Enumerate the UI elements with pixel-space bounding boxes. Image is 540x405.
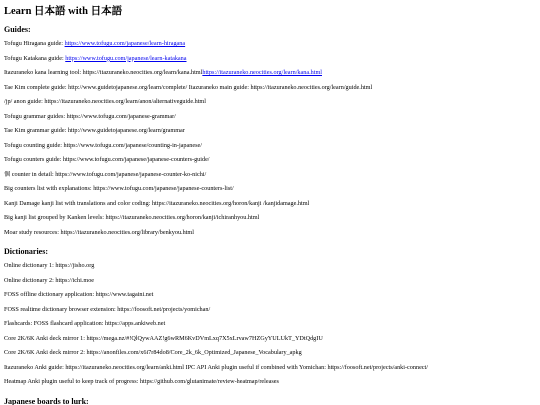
dictionaries-list: [4, 262, 540, 393]
list-item-text: Moar study resources: https://itazuraneko.neocities.org/library/benkyou.html: [4, 228, 194, 236]
list-item: [4, 229, 540, 244]
list-item-text: Flashcards: FOSS flashcard application: https://apps.ankiweb.net: [4, 320, 166, 328]
list-item: [4, 142, 540, 157]
list-item: [4, 320, 540, 335]
list-item: [4, 306, 540, 321]
dictionaries-section: [4, 247, 540, 393]
list-item: [4, 335, 540, 350]
list-item-text: Tofugu Hiragana guide:: [4, 40, 65, 48]
list-item: [4, 262, 540, 277]
resource-link[interactable]: https://www.tofugu.com/japanese/learn-hiragana: [64, 40, 186, 48]
list-item: [4, 291, 540, 306]
dictionaries-heading: Dictionaries:: [4, 247, 48, 257]
list-item: [4, 69, 540, 84]
resource-link[interactable]: https://www.tofugu.com/japanese/learn-katakana: [65, 54, 187, 62]
list-item-text: 個 counter in detail: https://www.tofugu.com/japanese/japanese-counter-ko-nichi/: [4, 170, 207, 178]
guides-section: [4, 25, 540, 243]
list-item: [4, 84, 540, 99]
list-item-text: Big counters list with explanations: https://www.tofugu.com/japanese/japanese-counters-list/: [4, 185, 234, 193]
list-item-text: Tofugu counting guide: https://www.tofugu.com/japanese/counting-in-japanese/: [4, 141, 202, 149]
resource-link[interactable]: https://itazuraneko.neocities.org/learn/kana.html: [202, 69, 322, 77]
list-item: [4, 171, 540, 186]
boards-heading: Japanese boards to lurk:: [4, 396, 89, 405]
list-item-text: FOSS realtime dictionary browser extension: https://foosoft.net/projects/yomichan/: [4, 305, 211, 313]
list-item: [4, 113, 540, 128]
list-item: [4, 214, 540, 229]
list-item-text: Tofugu Katakana guide:: [4, 54, 66, 62]
page-title: Learn 日本語 with 日本語: [4, 6, 123, 17]
list-item: [4, 185, 540, 200]
list-item-text: Core 2K/6K Anki deck mirror 2: https://anonfiles.com/x6i7r84do8/Core_2k_6k_Optimized_Japanese_Vocabulary_apkg: [4, 349, 302, 357]
list-item-text: Itazuraneko Anki guide: https://itazuraneko.neocities.org/learn/anki.html IPC API Anki plugin useful if combined with Yomichan: https://foosoft.net/projects/anki-connect/: [4, 363, 428, 371]
list-item: [4, 127, 540, 142]
list-item-text: FOSS offline dictionary application: https://www.tagaini.net: [4, 291, 154, 299]
list-item: [4, 378, 540, 393]
list-item-text: Itazuraneko kana learning tool: https://itazuraneko.neocities.org/learn/kana.html: [4, 69, 203, 77]
list-item-text: Tae Kim grammar guide: http://www.guidetojapanese.org/learn/grammar: [4, 127, 185, 135]
list-item: [4, 277, 540, 292]
list-item-text: /jp/ anon guide: https://itazuraneko.neocities.org/learn/anon/alternativeguide.html: [4, 98, 206, 106]
list-item-text: Online dictionary 2: https://ichi.moe: [4, 276, 95, 284]
list-item-text: Tae Kim complete guide: http://www.guidetojapanese.org/learn/complete/ Itazuraneko main guide: https://itazuraneko.neocities.org/learn/guide.html: [4, 83, 373, 91]
list-item-text: Heatmap Anki plugin useful to keep track of progress: https://github.com/glutanimate/review-heatmap/releases: [4, 378, 279, 386]
boards-section: [4, 397, 540, 405]
guides-list: [4, 40, 540, 243]
list-item-text: Big kanji list grouped by Kanken levels: https://itazuraneko.neocities.org/horon/kanji/ichiranhyou.html: [4, 214, 260, 222]
list-item: [4, 55, 540, 70]
list-item-text: Tofugu grammar guides: https://www.tofugu.com/japanese-grammar/: [4, 112, 176, 120]
list-item-text: Online dictionary 1: https://jisho.org: [4, 262, 95, 270]
list-item-text: Kanji Damage kanji list with translations and color coding: https://itazuraneko.neocities.org/horon/kanji /kanjidamage.html: [4, 199, 310, 207]
list-item: [4, 349, 540, 364]
guides-heading: Guides:: [4, 25, 31, 35]
list-item: [4, 40, 540, 55]
list-item: [4, 156, 540, 171]
list-item: [4, 200, 540, 215]
list-item-text: Core 2K/6K Anki deck mirror 1: https://mega.nz/#!QlQywAAZ!g6wRM6KvDVmLxq7X5xLrvaw7HZGyYULUkT_YDtQdgIU: [4, 334, 323, 342]
list-item: [4, 98, 540, 113]
list-item: [4, 364, 540, 379]
list-item-text: Tofugu counters guide: https://www.tofugu.com/japanese/japanese-counters-guide/: [4, 156, 210, 164]
